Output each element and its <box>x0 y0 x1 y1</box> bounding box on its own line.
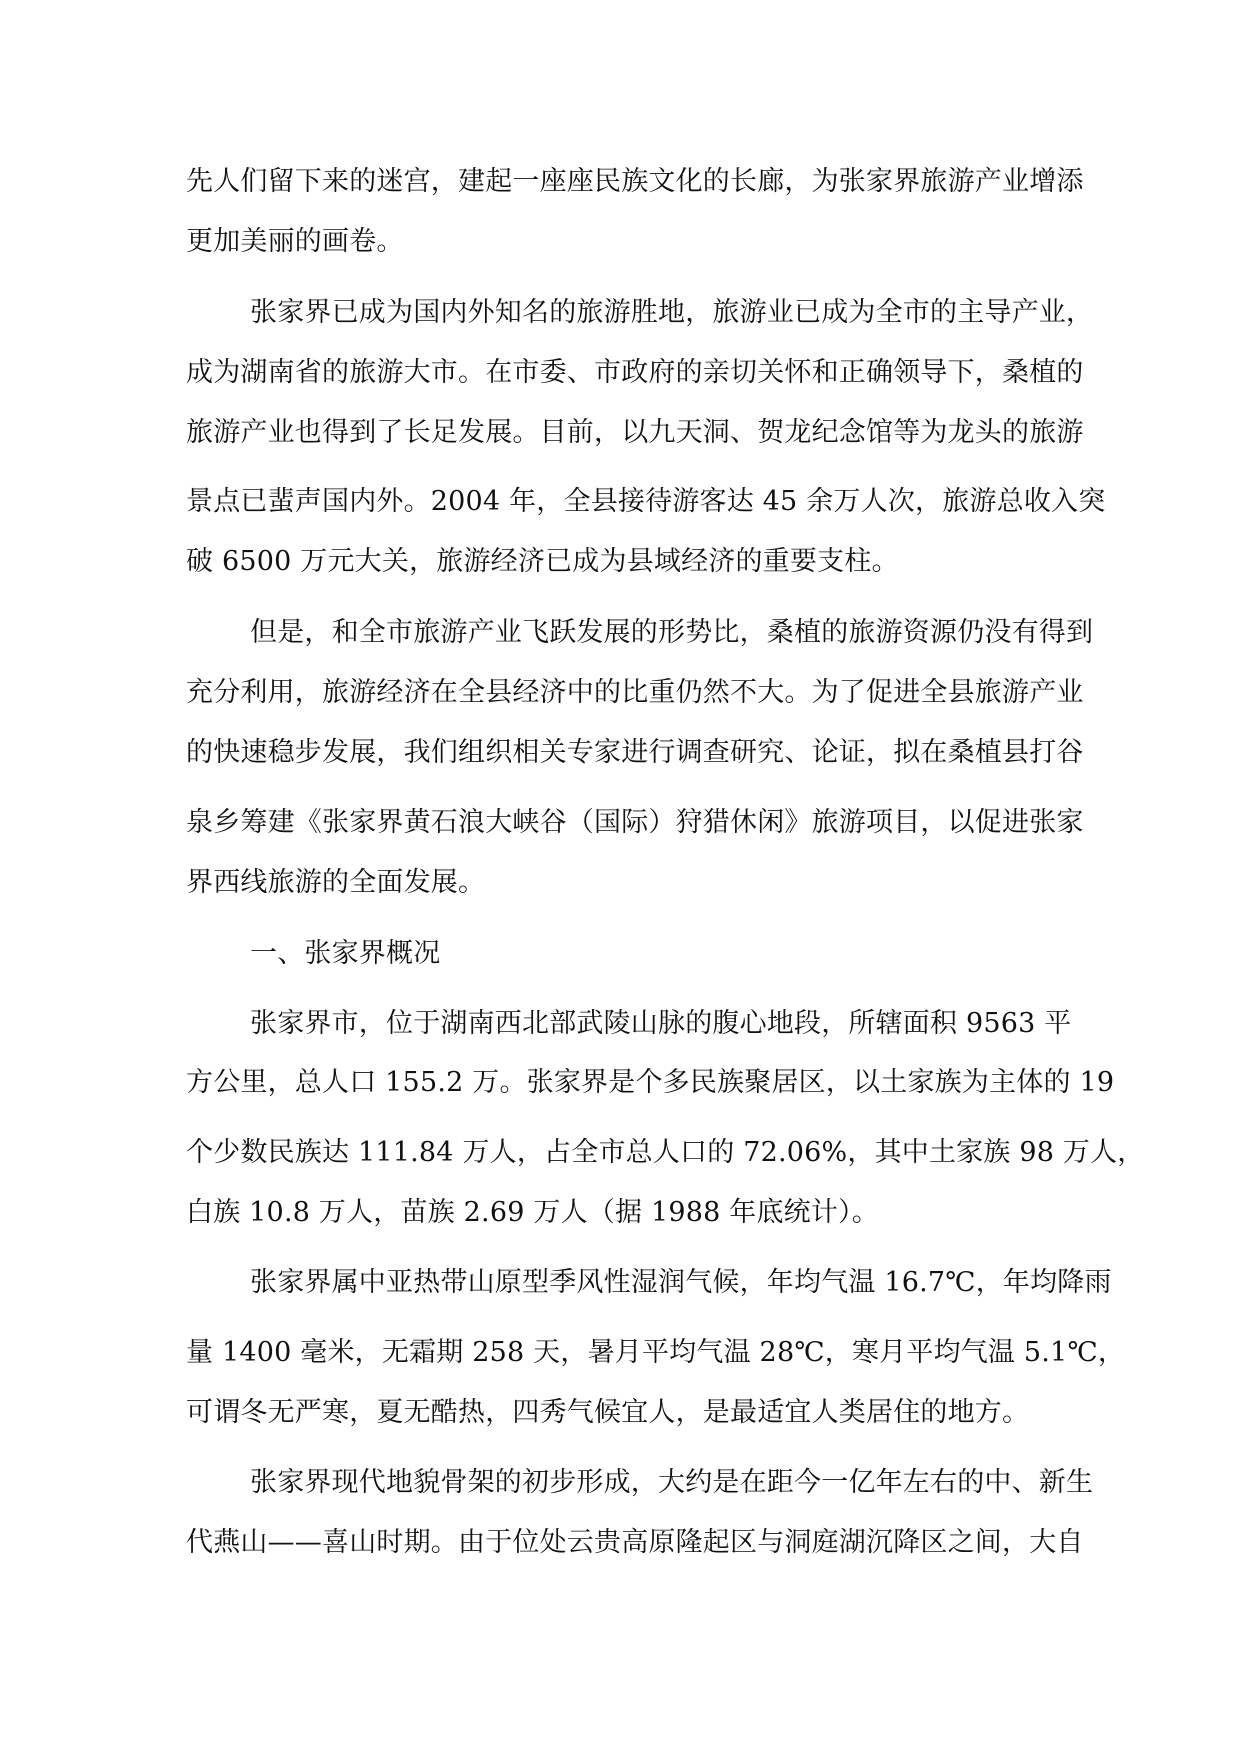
text-line: 充分利用，旅游经济在全县经济中的比重仍然不大。为了促进全县旅游产业 <box>186 677 1084 708</box>
section-heading: 一、张家界概况 <box>250 938 441 969</box>
text-line: 破 6500 万元大关，旅游经济已成为县域经济的重要支柱。 <box>186 546 899 577</box>
text-line: 景点已蜚声国内外。2004 年，全县接待游客达 45 余万人次，旅游总收入突 <box>186 486 1106 517</box>
text-line: 张家界现代地貌骨架的初步形成，大约是在距今一亿年左右的中、新生 <box>250 1467 1094 1498</box>
text-line: 的快速稳步发展，我们组织相关专家进行调查研究、论证，拟在桑植县打谷 <box>186 737 1084 768</box>
text-line: 但是，和全市旅游产业飞跃发展的形势比，桑植的旅游资源仍没有得到 <box>250 617 1094 648</box>
text-line: 可谓冬无严寒，夏无酷热，四秀气候宜人，是最适宜人类居住的地方。 <box>186 1397 1030 1428</box>
text-line: 个少数民族达 111.84 万人，占全市总人口的 72.06%，其中土家族 98 万人， <box>186 1137 1145 1168</box>
text-line: 代燕山——喜山时期。由于位处云贵高原隆起区与洞庭湖沉降区之间，大自 <box>186 1527 1084 1558</box>
text-line: 更加美丽的画卷。 <box>186 226 404 257</box>
text-line: 成为湖南省的旅游大市。在市委、市政府的亲切关怀和正确领导下，桑植的 <box>186 357 1084 388</box>
text-line: 白族 10.8 万人，苗族 2.69 万人（据 1988 年底统计）。 <box>186 1197 879 1228</box>
text-line: 张家界市，位于湖南西北部武陵山脉的腹心地段，所辖面积 9563 平 <box>250 1008 1072 1039</box>
text-line: 张家界已成为国内外知名的旅游胜地，旅游业已成为全市的主导产业， <box>250 297 1094 328</box>
text-line: 旅游产业也得到了长足发展。目前，以九天洞、贺龙纪念馆等为龙头的旅游 <box>186 417 1084 448</box>
text-line: 方公里，总人口 155.2 万。张家界是个多民族聚居区，以土家族为主体的 19 <box>186 1067 1115 1098</box>
text-line: 张家界属中亚热带山原型季风性湿润气候，年均气温 16.7℃，年均降雨 <box>250 1267 1112 1298</box>
text-line: 量 1400 毫米，无霜期 258 天，暑月平均气温 28℃，寒月平均气温 5.1℃， <box>186 1337 1126 1368</box>
text-line: 界西线旅游的全面发展。 <box>186 867 486 898</box>
text-line: 泉乡筹建《张家界黄石浪大峡谷（国际）狩猎休闲》旅游项目，以促进张家 <box>186 807 1084 838</box>
text-line: 先人们留下来的迷宫，建起一座座民族文化的长廊，为张家界旅游产业增添 <box>186 166 1084 197</box>
